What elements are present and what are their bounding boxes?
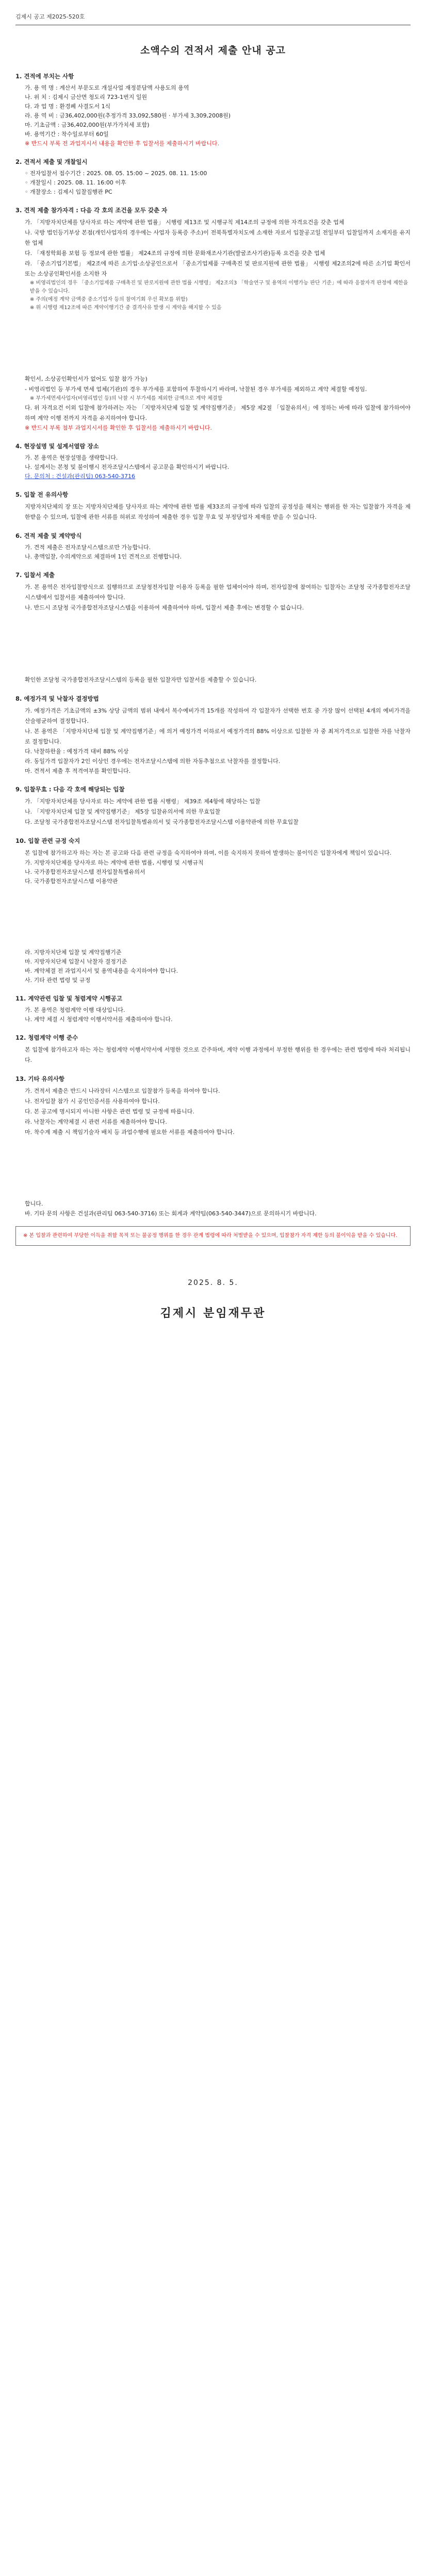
s3-cont-f: - 비영리법인 등 부가세 면세 업체(기관)의 경우 부가세를 포함하여 투찰하시기 바라며, 낙찰된 경우 부가세를 제외하고 계약 체결할 예정임. — [25, 386, 367, 393]
section-7-heading: 7. 입찰서 제출 — [15, 571, 55, 579]
s4-item: 나. 설계서는 본청 및 불이행시 전자조달시스템에서 공고문을 확인하시기 바랍니다. — [25, 464, 230, 470]
s10-paragraph: 본 입찰에 참가하고자 하는 자는 본 공고와 다음 관련 규정을 숙지하여야 하며, 이를 숙지하지 못하여 발생하는 불이익은 입찰자에게 책임이 있습니다. — [25, 850, 391, 856]
section-8-heading: 8. 예정가격 및 낙찰자 결정방법 — [15, 695, 99, 702]
section-12-heading: 12. 청렴계약 이행 준수 — [15, 1034, 78, 1041]
s8-item-b: 나. 본 용역은 「지방자치단체 입찰 및 계약집행기준」에 의거 예정가격 이하로서 예정가격의 88% 이상으로 입찰한 자 중 최저가격으로 입찰한 자를 낙찰자로 결정합니다. — [25, 728, 411, 745]
s1-item: 나. 위 치 : 김제시 금산면 청도리 723-1번지 일원 — [25, 94, 148, 100]
section-6-heading: 6. 견적 제출 및 계약방식 — [15, 532, 82, 539]
s13-item: 가. 견적서 제출은 반드시 나라장터 시스템으로 입찰참가 등록을 하여야 합니다. — [25, 1088, 220, 1094]
section-11-heading: 11. 계약관련 입찰 및 청렴계약 시행공고 — [15, 995, 123, 1002]
s3-cont-warning: ※ 반드시 부록 첨부 과업지시서를 확인한 후 입찰서를 제출하시기 바랍니다. — [25, 425, 212, 431]
s9-item: 다. 조달청 국가종합전자조달시스템 전자입찰특별유의서 및 국가종합전자조달시스템 이용약관에 의한 무효입찰 — [25, 819, 299, 825]
page-break-gap — [15, 886, 411, 948]
s9-item: 가. 「지방자치단체를 당사자로 하는 계약에 관한 법률 시행령」 제39조 제4항에 해당하는 입찰 — [25, 798, 260, 805]
warning-box: ※ 본 입찰과 관련하여 부당한 이득을 취할 목적 또는 불공정 행위를 한 경우 관계 법령에 따라 처벌받을 수 있으며, 입찰참가 자격 제한 등의 불이익을 받을 수 있습니다. — [15, 1226, 411, 1246]
s8-item-c: 다. 낙찰하한율 : 예정가격 대비 88% 이상 — [25, 748, 129, 755]
s10-item: 가. 지방자치단체를 당사자로 하는 계약에 관한 법률, 시행령 및 시행규칙 — [25, 859, 204, 866]
s3-cont-e: 확인서, 소상공인확인서가 없어도 입찰 참가 가능) — [25, 376, 148, 382]
s9-item: 나. 「지방자치단체 입찰 및 계약집행기준」 제5장 입찰유의서에 의한 무효입찰 — [25, 808, 221, 815]
page-break-gap — [15, 1138, 411, 1199]
s3-cont-h: 다. 위 자격요건 이외 입찰에 참가하려는 자는 「지방자치단체 입찰 및 계약집행기준」 제5장 제2절 「입찰유의서」에 정하는 바에 따라 입찰에 참가하여야 하며 계약 이행 전까지 자격을 유지하여야 합니다. — [25, 404, 411, 421]
s3-note: ※ 비영리법인의 경우 「중소기업제품 구매촉진 및 판로지원에 관한 법률 시행령」 제2조의3 「학술연구 및 용역의 이행가능 판단 기준」에 따라 응찰자격 판정에 제한을 받을 수 있습니다. — [30, 280, 408, 294]
s8-item-e: 마. 견적서 제출 후 적격여부를 확인합니다. — [25, 768, 131, 774]
s3-item-a: 가. 「지방자치단체를 당사자로 하는 계약에 관한 법률」 시행령 제13조 및 시행규칙 제14조의 규정에 의한 자격요건을 갖춘 업체 — [25, 219, 345, 226]
s10-cont-item: 사. 기타 관련 법령 및 규정 — [25, 977, 91, 984]
section-2-heading: 2. 견적서 제출 및 개찰일시 — [15, 158, 88, 165]
s4-contact-link[interactable]: 다. 문의처 : 건설과(관리팀) 063-540-3716 — [25, 473, 135, 480]
notice-number: 김제시 공고 제2025-520호 — [15, 13, 85, 20]
s13-item: 나. 전자입찰 참가 시 공인인증서를 사용하여야 합니다. — [25, 1098, 160, 1105]
s10-item: 다. 국가종합전자조달시스템 이용약관 — [25, 878, 118, 885]
s12-paragraph: 본 입찰에 참가하고자 하는 자는 청렴계약 이행서약서에 서명한 것으로 간주하며, 계약 이행 과정에서 부정한 행위를 한 경우에는 관련 법령에 따라 처리됩니다. — [25, 1046, 411, 1063]
s13-item: 다. 본 공고에 명시되지 아니한 사항은 관련 법령 및 규정에 따릅니다. — [25, 1108, 194, 1115]
s5-paragraph: 지방자치단체의 장 또는 지방자치단체를 당사자로 하는 계약에 관한 법률 제33조의 규정에 따라 입찰의 공정성을 해치는 행위를 한 자는 입찰참가 자격을 제한받을 수 있으며, 입찰에 관한 서류를 허위로 작성하여 제출한 경우 입찰 무효 및 부정당업자 제재를 받을 수 있습니다. — [25, 503, 411, 520]
s1-item: 가. 용 역 명 : 계산서 부문도로 개설사업 재정분담액 사용도의 용역 — [25, 84, 189, 91]
page-break-gap — [15, 312, 411, 374]
s7-cont: 확인한 조달청 국가종합전자조달시스템의 등록을 필한 입찰자만 입찰서를 제출할 수 있습니다. — [25, 676, 257, 683]
s8-item-a: 가. 예정가격은 기초금액의 ±3% 상당 금액의 범위 내에서 복수예비가격 15개를 작성하여 각 입찰자가 선택한 번호 중 가장 많이 선택된 4개의 예비가격을 산술평균하여 결정합니다. — [25, 707, 411, 724]
s3-item-c: 다. 「재정학회용 보험 등 정보에 관한 법률」 제24조의 규정에 의한 문화재조사기관(발굴조사기관)등록 요건을 갖춘 업체 — [25, 250, 325, 257]
s11-item: 가. 본 용역은 청렴계약 이행 대상입니다. — [25, 1007, 125, 1013]
s4-item: 가. 본 용역은 현장설명을 생략합니다. — [25, 454, 118, 461]
signer-name: 김제시 분임재무관 — [160, 1307, 266, 1320]
s10-cont-item: 바. 계약체결 전 과업지시서 및 용역내용을 숙지하여야 합니다. — [25, 968, 178, 974]
s1-item: 라. 용 역 비 : 금36,402,000원(추정가격 33,092,580원 · 부가세 3,309,2008원) — [25, 112, 231, 119]
s10-cont-item: 마. 지방자치단체 입찰시 낙찰자 결정기준 — [25, 958, 127, 965]
s3-item-d: 라. 「중소기업기본법」 제2조에 따른 소기업·소상공인으로서 「중소기업제품 구매촉진 및 판로지원에 관한 법률」 시행령 제2조의2에 따른 소기업 확인서 또는 소상공인확인서를 소지한 자 — [25, 260, 411, 277]
s10-item: 나. 국가종합전자조달시스템 전자입찰특별유의서 — [25, 869, 145, 875]
s13-item: 마. 착수계 제출 시 책임기술자 배치 등 과업수행에 필요한 서류를 제출하여야 합니다. — [25, 1129, 235, 1136]
s3-item-b: 나. 국방 법인등기부상 본점(개인사업자의 경우에는 사업자 등록증 주소)이 전북특별자치도에 소재한 자로서 입찰공고일 전일부터 입찰일까지 소재지를 유지한 업체 — [25, 229, 411, 246]
section-5-heading: 5. 입찰 전 유의사항 — [15, 491, 69, 498]
s13-cont: 합니다. — [25, 1200, 43, 1207]
page-title: 소액수의 견적서 제출 안내 공고 — [140, 45, 286, 56]
s8-item-d: 라. 동일가격 입찰자가 2인 이상인 경우에는 전자조달시스템에 의한 자동추첨으로 낙찰자를 결정합니다. — [25, 758, 281, 765]
s3-note: ※ 주의(예정 계약 금액중 중소기업자 등의 참여기회 우선 확보를 위함) — [30, 297, 188, 302]
section-10-heading: 10. 입찰 관련 규정 숙지 — [15, 837, 80, 844]
page-break-gap — [15, 613, 411, 675]
s2-item: ◦ 개찰일시 : 2025. 08. 11. 16:00 이후 — [25, 179, 126, 186]
s13-contact: 바. 기타 문의 사항은 건설과(관리팀 063-540-3716) 또는 회계과 계약팀(063-540-3447)으로 문의하시기 바랍니다. — [25, 1210, 317, 1217]
s2-item: ◦ 개찰장소 : 김제시 입찰집행관 PC — [25, 189, 112, 195]
notice-date: 2025. 8. 5. — [188, 1279, 238, 1287]
s1-item: 바. 용역기간 : 착수일로부터 60일 — [25, 131, 109, 138]
section-3-heading: 3. 견적 제출 참가자격 : 다음 각 호의 조건을 모두 갖춘 자 — [15, 207, 168, 214]
s7-paragraph: 가. 본 용역은 전자입찰방식으로 집행하므로 조달청전자입찰 이용자 등록을 필한 업체이어야 하며, 전자입찰에 참여하는 입찰자는 조달청 국가종합전자조달시스템에서 입찰서를 제출하여야 합니다. — [25, 584, 411, 601]
section-13-heading: 13. 기타 유의사항 — [15, 1075, 65, 1082]
s6-item: 나. 총액입찰, 수의계약으로 체결하며 1인 견적으로 진행합니다. — [25, 553, 182, 560]
s2-item: ◦ 전자입찰서 접수기간 : 2025. 08. 05. 15:00 ~ 2025. 08. 11. 15:00 — [25, 170, 207, 177]
s13-item: 라. 낙찰자는 계약체결 시 관련 서류를 제출하여야 합니다. — [25, 1118, 167, 1125]
s1-item: 마. 기초금액 : 금36,402,000원(부가가치세 포함) — [25, 122, 150, 128]
s11-item: 나. 계약 체결 시 청렴계약 이행서약서를 제출하여야 합니다. — [25, 1016, 173, 1023]
s3-note: ※ 위 시행령 제12조에 따른 계약이행기간 중 결격사유 발생 시 계약을 해지할 수 있음 — [30, 305, 222, 311]
section-4-heading: 4. 현장설명 및 설계서열람 장소 — [15, 443, 99, 450]
s1-warning-note: ※ 반드시 부록 전 과업지시서 내용을 확인한 후 입찰서를 제출하시기 바랍니다. — [25, 140, 220, 147]
s10-cont-item: 라. 지방자치단체 입찰 및 계약집행기준 — [25, 949, 122, 956]
s7-paragraph: 나. 반드시 조달청 국가종합전자조달시스템을 이용하여 제출하여야 하며, 입찰서 제출 후에는 변경할 수 없습니다. — [25, 604, 304, 611]
notice-document — [15, 12, 411, 1320]
s6-item: 가. 견적 제출은 전자조달시스템으로만 가능합니다. — [25, 544, 151, 551]
section-1-heading: 1. 견적에 부치는 사항 — [15, 73, 74, 80]
s1-item: 다. 과 업 명 : 환경폐 사결도서 1식 — [25, 103, 111, 110]
section-9-heading: 9. 입찰무효 : 다음 각 호에 해당되는 입찰 — [15, 786, 125, 793]
s3-cont-note: ※ 부가세면세사업자(비영리법인 등)의 낙찰 시 부가세를 제외한 금액으로 계약 체결함 — [30, 396, 223, 401]
